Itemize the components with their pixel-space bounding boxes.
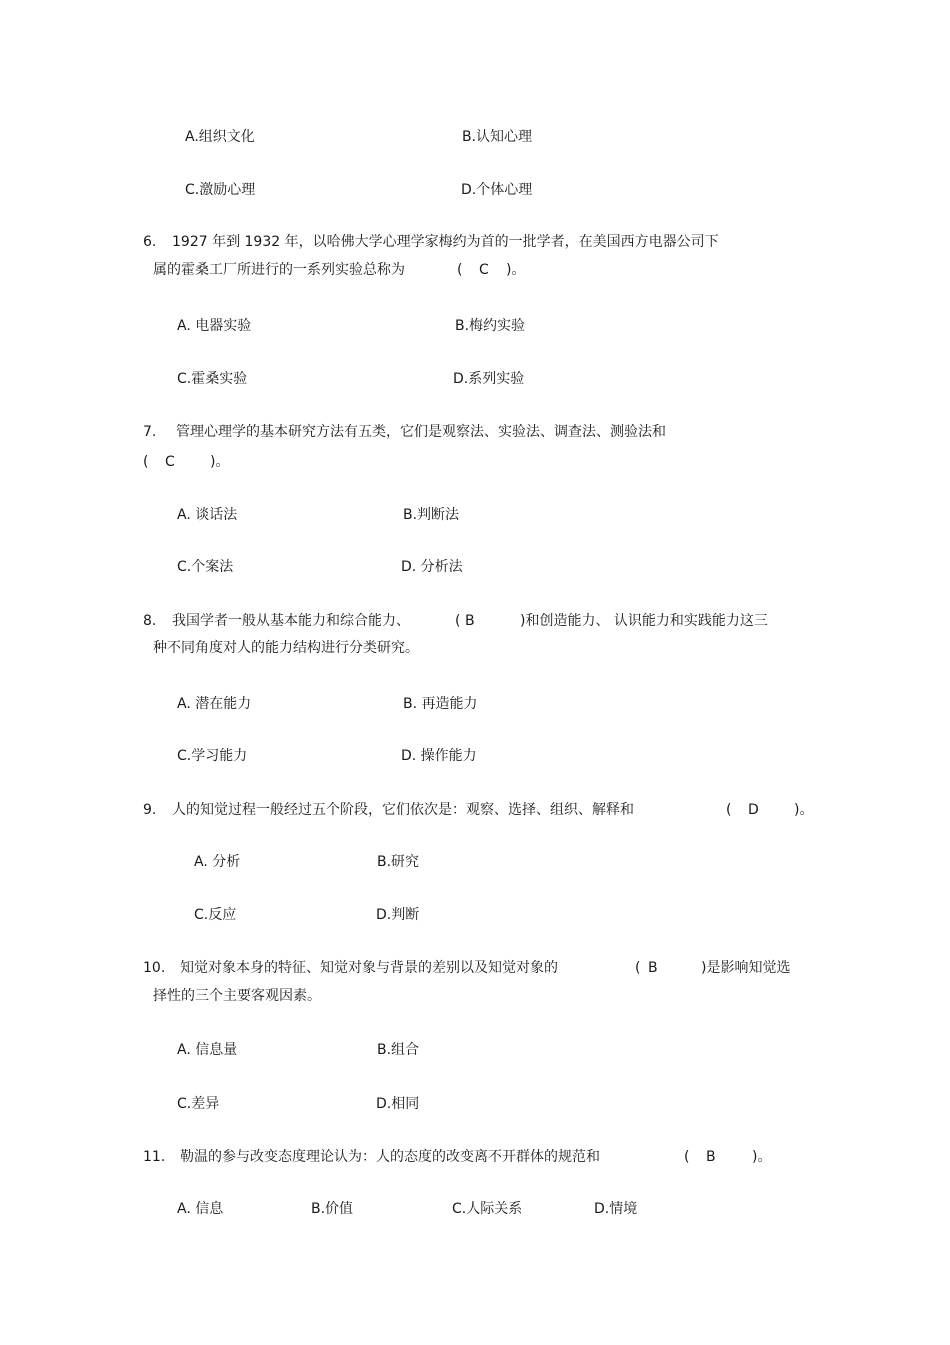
question-text-line1: 我国学者一般从基本能力和综合能力、 [172,613,410,629]
paren-open: ( [684,1149,690,1165]
question-number: 11. [143,1149,166,1165]
question-number: 6. [143,234,157,250]
q5-option-c: C.激励心理 [185,182,256,198]
paren-close: )。 [210,454,230,470]
question-text-line1: 人的知觉过程一般经过五个阶段，它们依次是：观察、选择、组织、解释和 [172,802,634,818]
question-number: 10. [143,960,166,976]
question-text-line2: 属的霍桑工厂所进行的一系列实验总称为 [153,262,405,278]
option-a: A. 谈话法 [177,507,238,523]
option-a: A. 信息量 [177,1042,238,1058]
paren-open: ( [726,802,732,818]
answer-value: C [479,262,489,278]
question-text-line1-after: )是影响知觉选 [701,960,791,976]
option-a: A. 潜在能力 [177,696,252,712]
option-c: C.霍桑实验 [177,371,248,387]
option-d: D.判断 [376,907,420,923]
paren-open: ( [455,613,461,629]
option-c: C.反应 [194,907,237,923]
option-b: B.判断法 [403,507,460,523]
question-text-line2: 种不同角度对人的能力结构进行分类研究。 [153,640,419,656]
option-b: B.价值 [311,1201,354,1217]
option-d: D.系列实验 [453,371,525,387]
question-text-line1: 管理心理学的基本研究方法有五类，它们是观察法、实验法、调查法、测验法和 [176,424,666,440]
paren-close: )。 [506,262,526,278]
paren-close: )。 [794,802,814,818]
option-a: A. 电器实验 [177,318,252,334]
option-b: B.研究 [377,854,420,870]
option-a: A. 信息 [177,1201,224,1217]
answer-value: C [165,454,175,470]
option-d: D. 分析法 [401,559,463,575]
answer-value: D [748,802,759,818]
option-b: B.组合 [377,1042,420,1058]
q5-option-d: D.个体心理 [461,182,533,198]
answer-value: B [648,960,658,976]
question-number: 7. [143,424,157,440]
question-text-line1: 勒温的参与改变态度理论认为：人的态度的改变离不开群体的规范和 [180,1149,600,1165]
question-number: 8. [143,613,157,629]
paren-open: ( [143,454,149,470]
question-text-line1-after: )和创造能力、 认识能力和实践能力这三 [520,613,768,629]
q5-option-b: B.认知心理 [462,129,533,145]
option-c: C.学习能力 [177,748,248,764]
answer-value: B [706,1149,716,1165]
paren-open: ( [635,960,641,976]
option-b: B.梅约实验 [455,318,526,334]
option-c: C.个案法 [177,559,234,575]
option-d: D. 操作能力 [401,748,477,764]
option-d: D.情境 [594,1201,638,1217]
option-c: C.人际关系 [452,1201,523,1217]
question-text-line1: 1927 年到 1932 年，以哈佛大学心理学家梅约为首的一批学者，在美国西方电器公司下 [172,234,719,250]
question-text-line1: 知觉对象本身的特征、知觉对象与背景的差别以及知觉对象的 [180,960,558,976]
paren-open: ( [457,262,463,278]
answer-value: B [465,613,475,629]
option-d: D.相同 [376,1096,420,1112]
q5-option-a: A.组织文化 [185,129,255,145]
option-a: A. 分析 [194,854,241,870]
option-b: B. 再造能力 [403,696,478,712]
question-number: 9. [143,802,157,818]
paren-close: )。 [752,1149,772,1165]
option-c: C.差异 [177,1096,220,1112]
question-text-line2: 择性的三个主要客观因素。 [153,988,321,1004]
